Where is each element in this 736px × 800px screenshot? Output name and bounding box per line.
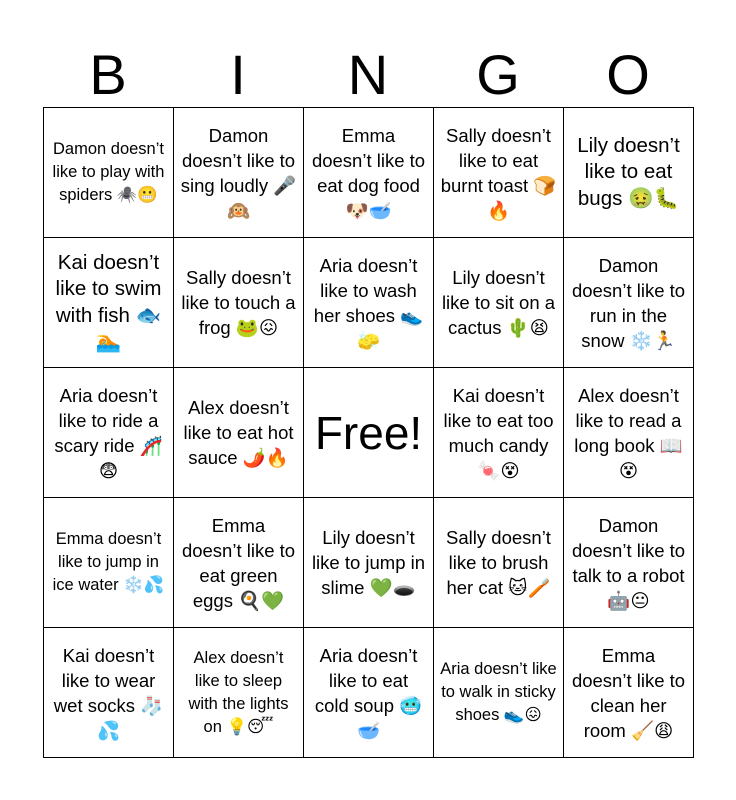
cell-text: Aria doesn’t like to walk in sticky shoes 👟😖: [440, 660, 557, 724]
bingo-cell: [44, 498, 174, 628]
bingo-cell: [174, 498, 304, 628]
cell-text: Alex doesn’t like to sleep with the lights on 💡😴: [188, 648, 289, 736]
bingo-cell: [44, 368, 174, 498]
header-letter-n: N: [347, 43, 389, 106]
bingo-cell: [174, 368, 304, 498]
cell-text: Alex doesn’t like to read a long book 📖😵: [574, 384, 683, 481]
cell-text: Damon doesn’t like to sing loudly 🎤🙉: [180, 124, 297, 221]
cell-text: Lily doesn’t like to eat bugs 🤢🐛: [577, 133, 680, 210]
bingo-cell: [564, 628, 694, 758]
cell-text: Damon doesn’t like to run in the snow ❄️🏃: [571, 254, 686, 351]
cell-text: Emma doesn’t like to jump in ice water ❄️💦: [52, 530, 165, 594]
bingo-cell: [304, 628, 434, 758]
bingo-cell: [434, 108, 564, 238]
cell-text: Damon doesn’t like to talk to a robot 🤖😐: [571, 514, 686, 611]
bingo-cell: [304, 498, 434, 628]
bingo-cell: [564, 498, 694, 628]
bingo-cell: [434, 238, 564, 368]
cell-text: Kai doesn’t like to swim with fish 🐟🏊: [55, 250, 162, 353]
bingo-cell: [174, 238, 304, 368]
bingo-cell: [434, 368, 564, 498]
bingo-cell: [44, 108, 174, 238]
cell-text: Emma doesn’t like to eat green eggs 🍳💚: [181, 514, 296, 611]
bingo-header: [43, 44, 693, 106]
bingo-cell: [304, 238, 434, 368]
free-text: Free!: [314, 406, 423, 459]
bingo-cell: [564, 108, 694, 238]
cell-text: Emma doesn’t like to clean her room 🧹😩: [571, 644, 686, 741]
bingo-cell: [564, 238, 694, 368]
bingo-cell: [434, 628, 564, 758]
free-cell: [304, 368, 434, 498]
bingo-grid: [43, 107, 694, 758]
cell-text: Kai doesn’t like to wear wet socks 🧦💦: [53, 644, 164, 741]
header-letter-i: I: [230, 43, 246, 106]
bingo-cell: [564, 368, 694, 498]
cell-text: Damon doesn’t like to play with spiders 🕷️😬: [52, 140, 165, 204]
cell-text: Alex doesn’t like to eat hot sauce 🌶️🔥: [183, 397, 294, 468]
cell-text: Lily doesn’t like to sit on a cactus 🌵😫: [441, 267, 556, 338]
cell-text: Sally doesn’t like to eat burnt toast 🍞🔥: [440, 124, 557, 221]
cell-text: Emma doesn’t like to eat dog food 🐶🥣: [311, 124, 426, 221]
cell-text: Kai doesn’t like to eat too much candy 🍬😵: [443, 384, 554, 481]
bingo-cell: [174, 628, 304, 758]
header-letter-o: O: [606, 43, 650, 106]
bingo-cell: [44, 628, 174, 758]
cell-text: Aria doesn’t like to wash her shoes 👟🧽: [313, 254, 424, 351]
header-letter-g: G: [476, 43, 520, 106]
cell-text: Aria doesn’t like to ride a scary ride 🎢😨: [54, 384, 163, 481]
cell-text: Sally doesn’t like to brush her cat 🐱🪥: [446, 527, 551, 598]
cell-text: Lily doesn’t like to jump in slime 💚🕳️: [311, 527, 426, 598]
bingo-cell: [44, 238, 174, 368]
cell-text: Sally doesn’t like to touch a frog 🐸😖: [181, 267, 296, 338]
cell-text: Aria doesn’t like to eat cold soup 🥶🥣: [314, 644, 423, 741]
bingo-cell: [434, 498, 564, 628]
bingo-cell: [304, 108, 434, 238]
header-letter-b: B: [89, 43, 127, 106]
bingo-cell: [174, 108, 304, 238]
